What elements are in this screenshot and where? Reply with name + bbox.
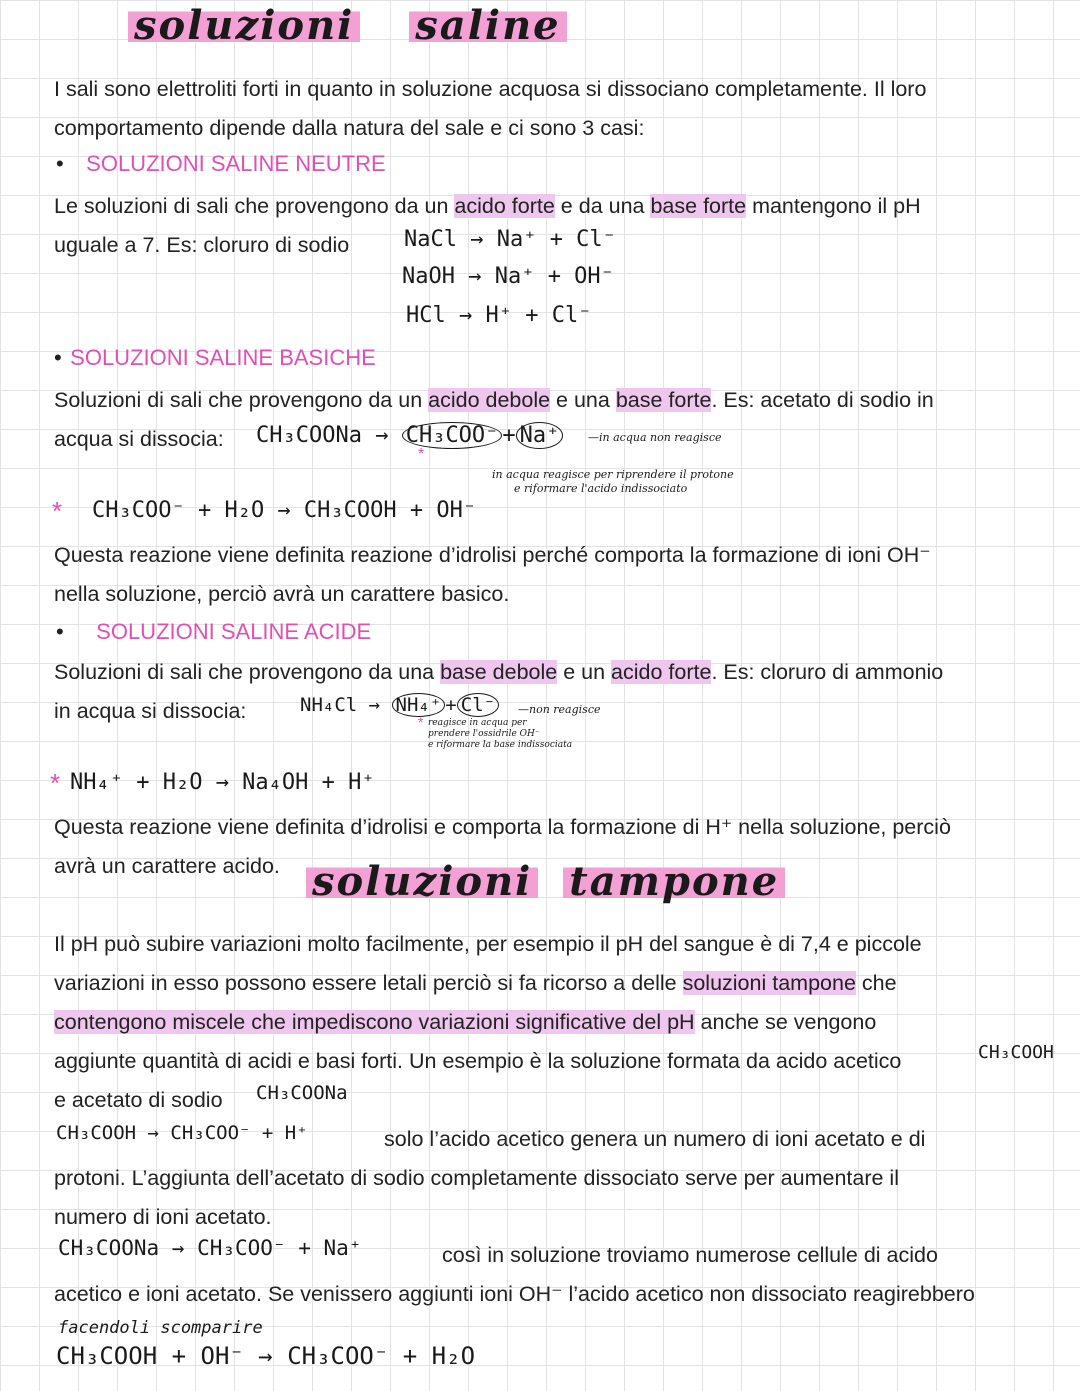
acid-dissociation [300,694,499,716]
buffer-para-6: solo l’acido acetico genera un numero di ioni acetato e di [384,1127,926,1151]
asterisk-icon: * [418,446,425,463]
buffer-para-3 [54,1010,876,1035]
highlight: contengono miscele che impediscono variazioni significative del pH [54,1010,695,1034]
sodium-acetate-formula: CH₃COONa [256,1082,348,1104]
text: . Es: acetato di sodio in [711,388,934,412]
ammonium-ion: NH₄⁺ [392,693,446,717]
text: che [855,971,897,995]
equation-left: CH₃COONa → [256,423,389,448]
text: mantengono il pH [746,194,921,218]
bullet-icon: • [56,151,64,176]
heading-neutre [56,151,386,177]
acetate-ion: CH₃COO⁻ [402,422,503,449]
bullet-icon: • [56,619,64,644]
buffer-para-8: numero di ioni acetato. [54,1205,272,1229]
highlight: base forte [615,388,712,412]
acid-para-4: avrà un carattere acido. [54,854,280,878]
asterisk-icon: * [50,768,61,798]
basic-para-1 [54,388,934,413]
neutral-para-2: uguale a 7. Es: cloruro di sodio [54,233,350,257]
heading-acide [56,619,371,645]
text: e una [550,388,616,412]
neutral-equation-2: NaOH → Na⁺ + OH⁻ [402,264,614,289]
basic-note-2: e riformare l'acido indissociato [514,482,688,495]
text: Soluzioni di sali che provengono da un [54,388,429,412]
intro-line-2: comportamento dipende dalla natura del sale e ci sono 3 casi: [54,116,645,140]
title-word-1: soluzioni [128,2,360,49]
asterisk-icon: * [418,714,424,730]
text: . Es: cloruro di ammonio [711,660,944,684]
buffer-para-4: aggiunte quantità di acidi e basi forti. Un esempio è la soluzione formata da acido acetico [54,1049,902,1073]
buffer-para-7: protoni. L’aggiunta dell’acetato di sodio completamente dissociato serve per aumentare il [54,1166,899,1190]
highlight: acido debole [428,388,551,412]
basic-para-3: Questa reazione viene definita reazione d’idrolisi perché comporta la formazione di ioni OH⁻ [54,543,931,567]
acid-note-2: prendere l'ossidrile OH⁻ [428,729,540,739]
title-soluzioni-tampone [306,858,785,905]
basic-dissociation [256,423,563,448]
text: anche se vengono [694,1010,877,1034]
highlight: acido forte [454,194,555,218]
bullet-icon: • [54,345,62,370]
basic-hydrolysis: CH₃COO⁻ + H₂O → CH₃COOH + OH⁻ [92,498,477,523]
buffer-equation-2: CH₃COONa → CH₃COO⁻ + Na⁺ [58,1236,362,1260]
buffer-equation-3: CH₃COOH + OH⁻ → CH₃COO⁻ + H₂O [56,1342,476,1370]
equation-left: NH₄Cl → [300,694,381,716]
neutral-equation-1: NaCl → Na⁺ + Cl⁻ [404,227,616,252]
text: e da una [554,194,651,218]
basic-para-2: acqua si dissocia: [54,427,224,451]
plus: + [445,694,457,716]
intro-line-1: I sali sono elettroliti forti in quanto in soluzione acquosa si dissociano completamente. Il loro [54,77,927,101]
acid-para-1 [54,660,943,685]
basic-note-1: in acqua reagisce per riprendere il protone [492,468,734,481]
sodium-ion: Na⁺ [516,422,564,449]
acid-note-3: e riformare la base indissociata [428,740,573,750]
highlight: base debole [440,660,558,684]
text: Soluzioni di sali che provengono da una [54,660,441,684]
highlight: base forte [650,194,747,218]
buffer-equation-1: CH₃COOH → CH₃COO⁻ + H⁺ [56,1122,308,1144]
text: variazioni in esso possono essere letali perciò si fa ricorso a delle [54,971,683,995]
basic-para-4: nella soluzione, perciò avrà un carattere basico. [54,582,510,606]
acid-hydrolysis: NH₄⁺ + H₂O → Na₄OH + H⁺ [70,770,375,795]
acid-para-2: in acqua si dissocia: [54,699,247,723]
buffer-para-9: così in soluzione troviamo numerose cellule di acido [442,1243,938,1267]
acid-note-cl: —non reagisce [518,703,601,716]
acid-note-1: reagisce in acqua per [428,718,527,728]
buffer-para-5: e acetato di sodio [54,1088,223,1112]
title-word-2: saline [409,2,566,49]
neutral-para-1 [54,194,921,219]
title-soluzioni-saline [128,2,567,49]
heading-text: SOLUZIONI SALINE ACIDE [96,619,372,644]
text: Le soluzioni di sali che provengono da un [54,194,455,218]
neutral-equation-3: HCl → H⁺ + Cl⁻ [406,303,592,328]
highlight: acido forte [611,660,712,684]
text: e un [557,660,612,684]
title-word-1: soluzioni [306,858,538,905]
highlight: soluzioni tampone [682,971,856,995]
acetic-acid-formula: CH₃COOH [978,1042,1054,1063]
heading-text: SOLUZIONI SALINE NEUTRE [86,151,386,176]
basic-note-na: —in acqua non reagisce [588,431,722,444]
title-word-2: tampone [563,858,785,905]
buffer-para-1: Il pH può subire variazioni molto facilmente, per esempio il pH del sangue è di 7,4 e piccole [54,932,922,956]
buffer-para-11: facendoli scomparire [58,1318,263,1338]
chloride-ion: Cl⁻ [457,693,499,717]
buffer-para-2 [54,971,897,996]
asterisk-icon: * [52,496,63,526]
buffer-para-10: acetico e ioni acetato. Se venissero aggiunti ioni OH⁻ l’acido acetico non dissociato reagirebbero [54,1282,975,1306]
plus: + [502,423,516,448]
heading-basiche [54,345,376,371]
acid-para-3: Questa reazione viene definita d’idrolisi e comporta la formazione di H⁺ nella soluzione, perciò [54,815,951,839]
heading-text: SOLUZIONI SALINE BASICHE [70,345,376,370]
